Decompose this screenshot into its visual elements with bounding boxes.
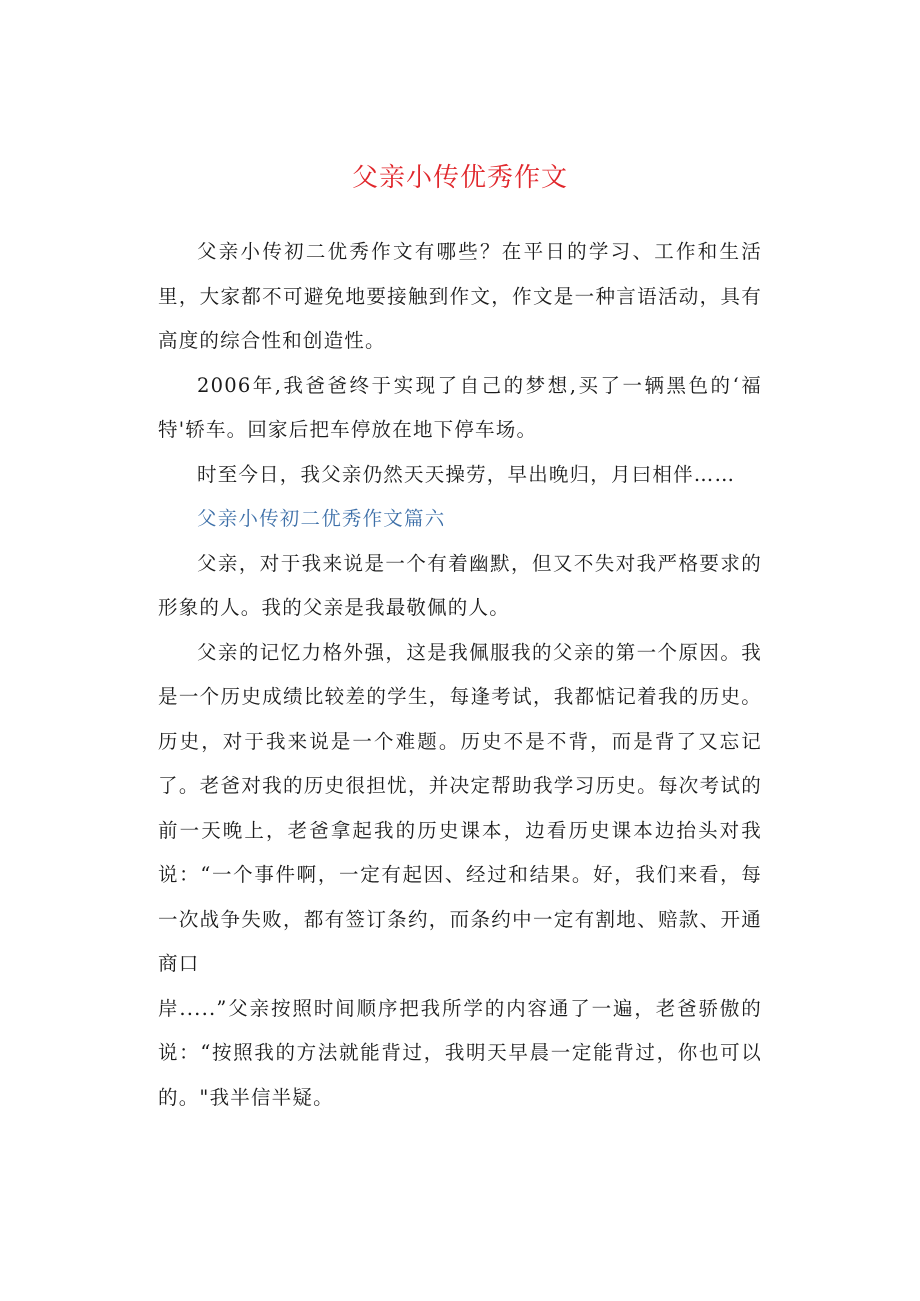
document-title: 父亲小传优秀作文 <box>351 163 568 193</box>
paragraph-car: 2006年,我爸爸终于实现了自己的梦想,买了一辆黑色的‘福特'轿车。回家后把车停放在地下停车场。 <box>158 373 762 441</box>
paragraph-continuation: 岸.....”父亲按照时间顺序把我所学的内容通了一遍，老爸骄傲的说：“按照我的方法就能背过，我明天早晨一定能背过，你也可以的。"我半信半疑。 <box>158 996 762 1109</box>
paragraph-today: 时至今日，我父亲仍然天天操劳，早出晚归，月曰相伴…… <box>197 462 736 486</box>
paragraph-father-description: 父亲，对于我来说是一个有着幽默，但又不失对我严格要求的形象的人。我的父亲是我最敬佩的人。 <box>158 551 762 619</box>
paragraph-memory: 父亲的记忆力格外强，这是我佩服我的父亲的第一个原因。我是一个历史成绩比较差的学生，每逢考试，我都惦记着我的历史。历史，对于我来说是一个难题。历史不是不背，而是背了又忘记了。老爸对我的历史很担忧，并决定帮助我学习历史。每次考试的前一天晚上，老爸拿起我的历史课本，边看历史课本边抬头对我说：“一个事件啊，一定有起因、经过和结果。好，我们来看，每一次战争失败，都有签订条约，而条约中一定有割地、赔款、开通商口 <box>158 640 762 975</box>
document-body <box>158 230 762 1120</box>
paragraph-intro: 父亲小传初二优秀作文有哪些？在平日的学习、工作和生活里，大家都不可避免地要接触到作文，作文是一种言语活动，具有高度的综合性和创造性。 <box>158 240 762 352</box>
section-subheading: 父亲小传初二优秀作文篇六 <box>197 507 446 530</box>
